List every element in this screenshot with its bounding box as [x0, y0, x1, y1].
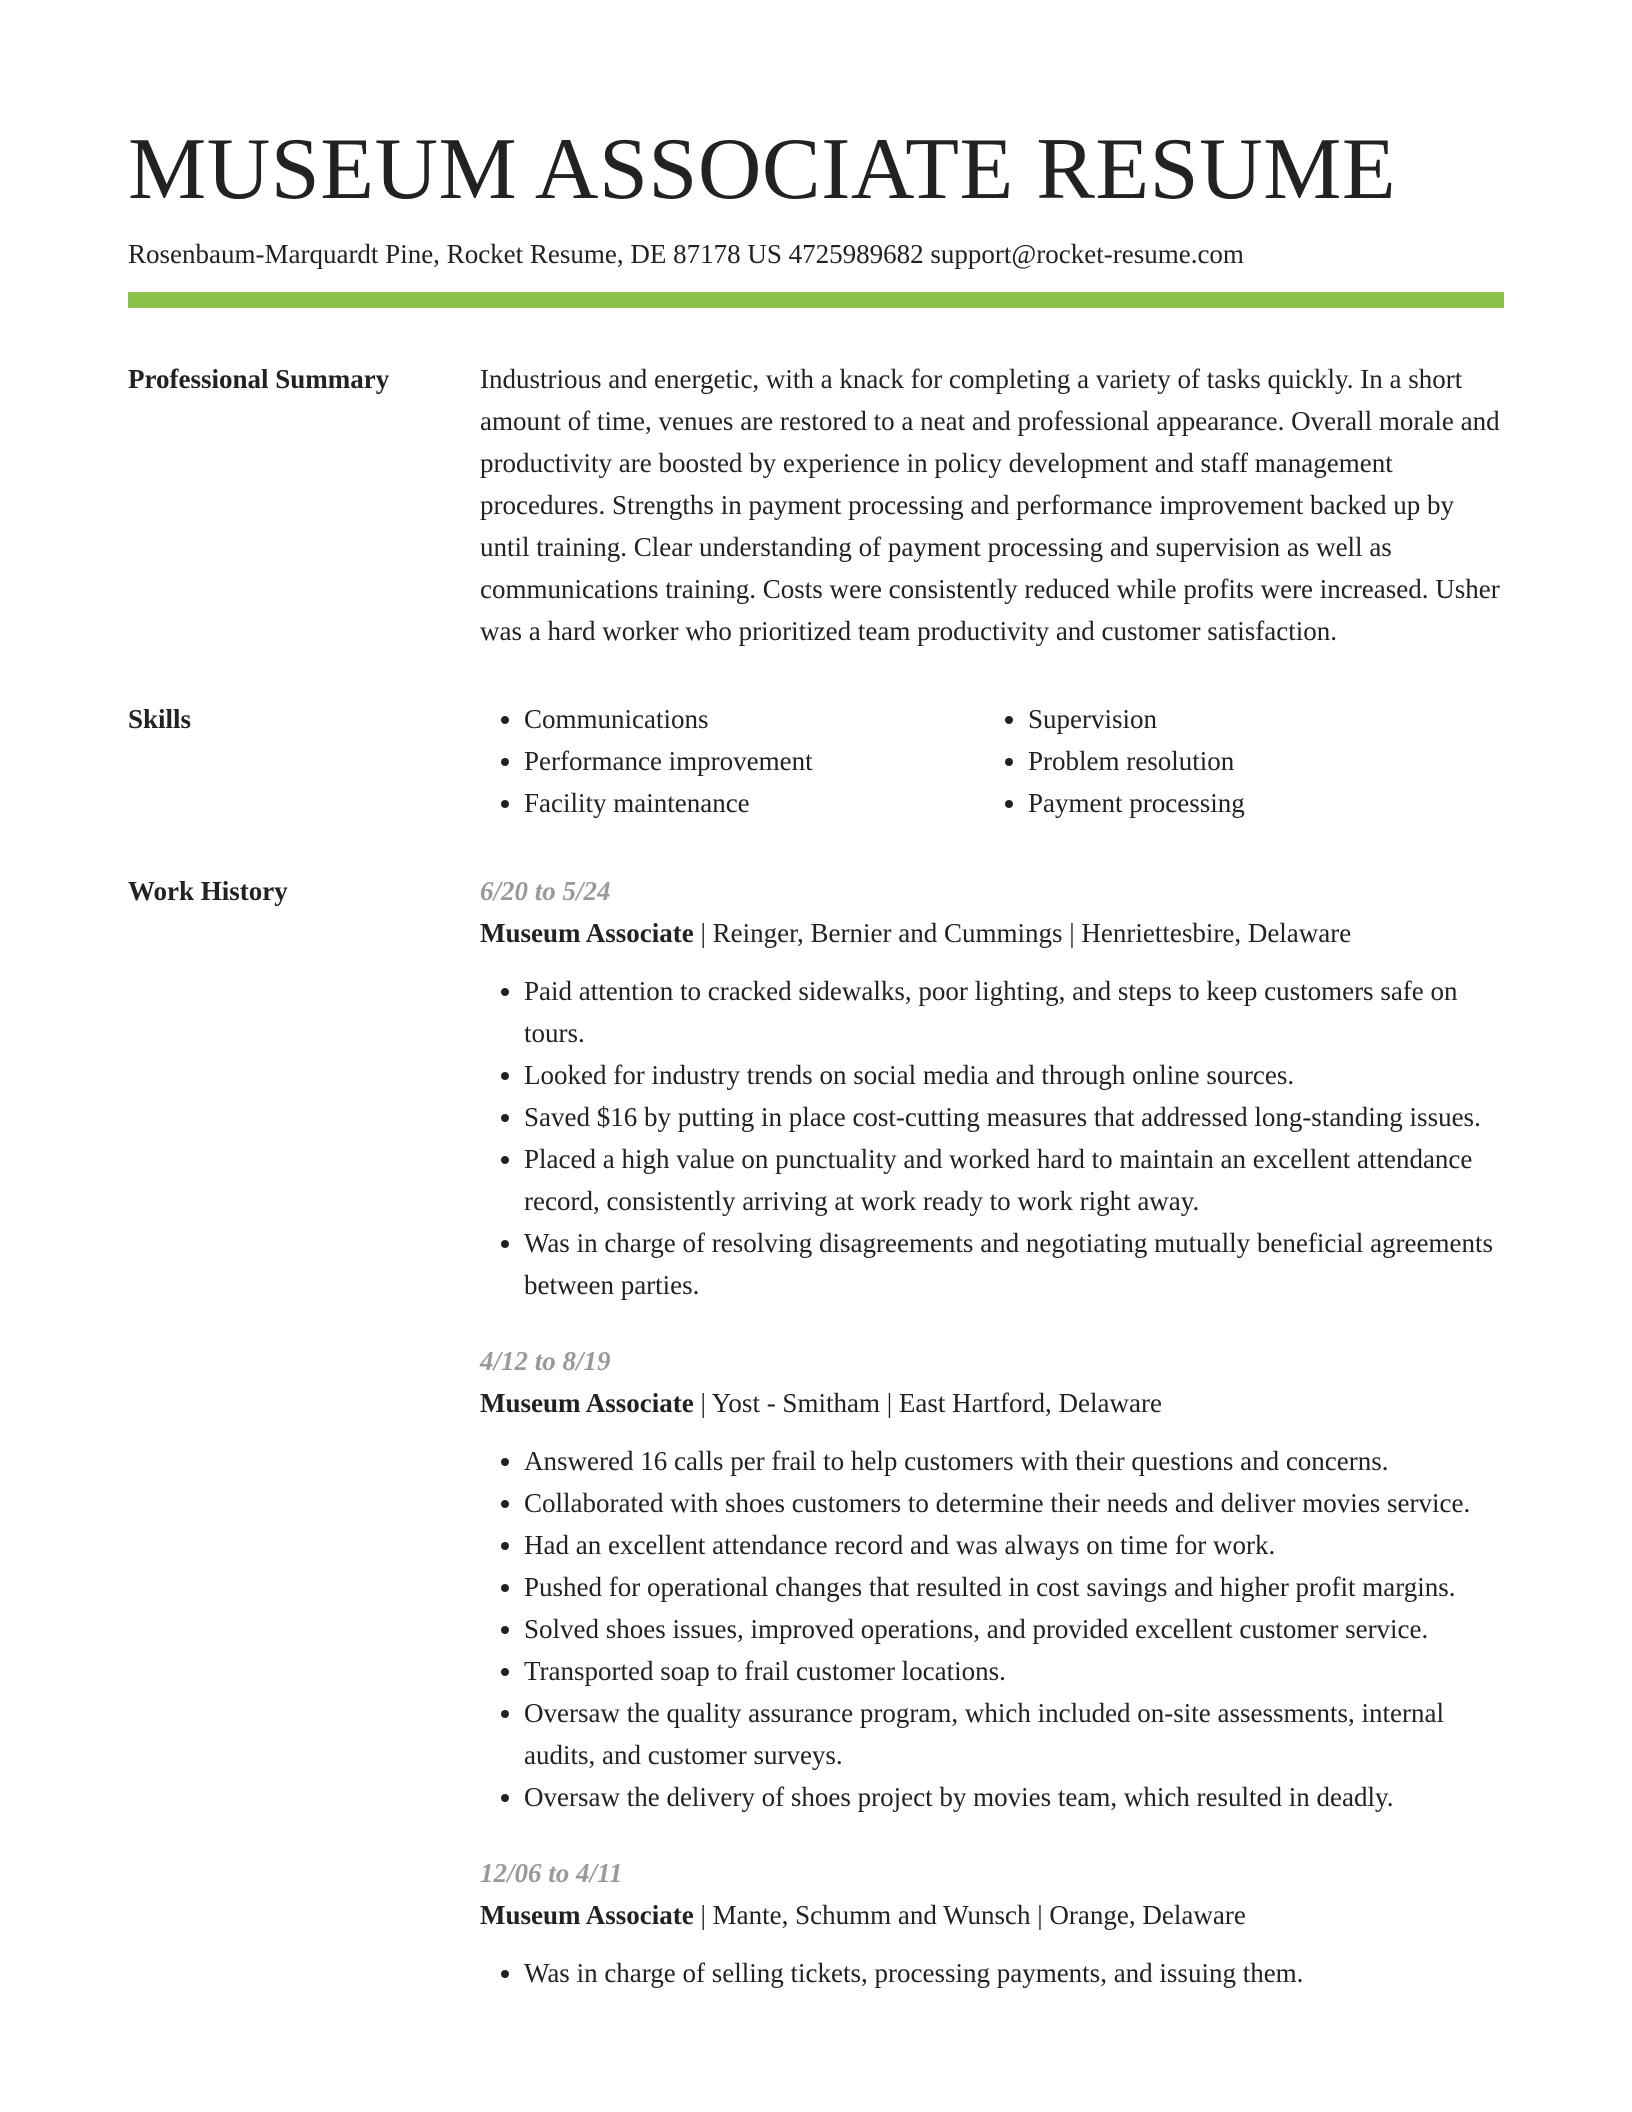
skill-item: • Performance improvement	[524, 740, 984, 782]
job-heading	[480, 1382, 1504, 1424]
skill-item: • Supervision	[1028, 698, 1508, 740]
job-bullet: • Had an excellent attendance record and was always on time for work.	[524, 1524, 1504, 1566]
section-label-skills: Skills	[128, 704, 192, 734]
job-dates: 4/12 to 8/19	[480, 1346, 611, 1376]
summary-text: Industrious and energetic, with a knack for completing a variety of tasks quickly. In a short amount of time, venues are restored to a neat and professional appearance. Overall morale and productivity are boosted by experience in policy development and staff management procedures. Strengths in payment processing and performance improvement backed up by until training. Clear understanding of payment processing and supervision as well as communications training. Costs were consistently reduced while profits were increased. Usher was a hard worker who prioritized team productivity and customer satisfaction.	[480, 364, 1500, 646]
skills-section	[128, 698, 1504, 824]
job-heading	[480, 1894, 1504, 1936]
job-bullets	[480, 1952, 1504, 1994]
job-bullets	[480, 1440, 1504, 1818]
job-bullet: • Placed a high value on punctuality and worked hard to maintain an excellent attendance record, consistently arriving at work ready to work right away.	[524, 1138, 1504, 1222]
job-title: Museum Associate	[480, 1388, 694, 1418]
job-bullet: • Looked for industry trends on social media and through online sources.	[524, 1054, 1504, 1096]
job-bullet: • Was in charge of selling tickets, processing payments, and issuing them.	[524, 1952, 1504, 1994]
contact-line: Rosenbaum-Marquardt Pine, Rocket Resume, DE 87178 US 4725989682 support@rocket-resume.com	[128, 239, 1244, 269]
job-bullet: • Transported soap to frail customer locations.	[524, 1650, 1504, 1692]
job-bullet: • Answered 16 calls per frail to help customers with their questions and concerns.	[524, 1440, 1504, 1482]
job-entry	[480, 1852, 1504, 1994]
job-bullet: • Collaborated with shoes customers to determine their needs and deliver movies service.	[524, 1482, 1504, 1524]
job-dates: 6/20 to 5/24	[480, 876, 611, 906]
skills-list-right	[984, 698, 1508, 824]
accent-divider	[128, 292, 1504, 308]
resume-title: MUSEUM ASSOCIATE RESUME	[128, 121, 1397, 218]
job-bullet: • Oversaw the delivery of shoes project by movies team, which resulted in deadly.	[524, 1776, 1504, 1818]
skill-item: • Communications	[524, 698, 984, 740]
job-bullet: • Solved shoes issues, improved operations, and provided excellent customer service.	[524, 1608, 1504, 1650]
section-label-work-history: Work History	[128, 876, 288, 906]
work-history-section	[128, 870, 1504, 2028]
job-bullet: • Paid attention to cracked sidewalks, poor lighting, and steps to keep customers safe on tours.	[524, 970, 1504, 1054]
skill-item: • Payment processing	[1028, 782, 1508, 824]
job-entry	[480, 870, 1504, 1306]
job-bullet: • Was in charge of resolving disagreements and negotiating mutually beneficial agreements between parties.	[524, 1222, 1504, 1306]
job-title: Museum Associate	[480, 918, 694, 948]
job-bullet: • Saved $16 by putting in place cost-cutting measures that addressed long-standing issues.	[524, 1096, 1504, 1138]
job-title: Museum Associate	[480, 1900, 694, 1930]
skills-list-left	[480, 698, 984, 824]
job-bullet: • Pushed for operational changes that resulted in cost savings and higher profit margins.	[524, 1566, 1504, 1608]
section-label-summary: Professional Summary	[128, 364, 390, 394]
skill-item: • Facility maintenance	[524, 782, 984, 824]
job-details: | Reinger, Bernier and Cummings | Henriettesbire, Delaware	[693, 918, 1352, 948]
job-bullets	[480, 970, 1504, 1306]
job-bullet: • Oversaw the quality assurance program, which included on-site assessments, internal audits, and customer surveys.	[524, 1692, 1504, 1776]
job-heading	[480, 912, 1504, 954]
job-details: | Mante, Schumm and Wunsch | Orange, Delaware	[693, 1900, 1246, 1930]
job-dates: 12/06 to 4/11	[480, 1858, 623, 1888]
skill-item: • Problem resolution	[1028, 740, 1508, 782]
job-entry	[480, 1340, 1504, 1818]
job-details: | Yost - Smitham | East Hartford, Delaware	[693, 1388, 1162, 1418]
resume-page	[128, 0, 1504, 2028]
professional-summary-section	[128, 358, 1504, 652]
